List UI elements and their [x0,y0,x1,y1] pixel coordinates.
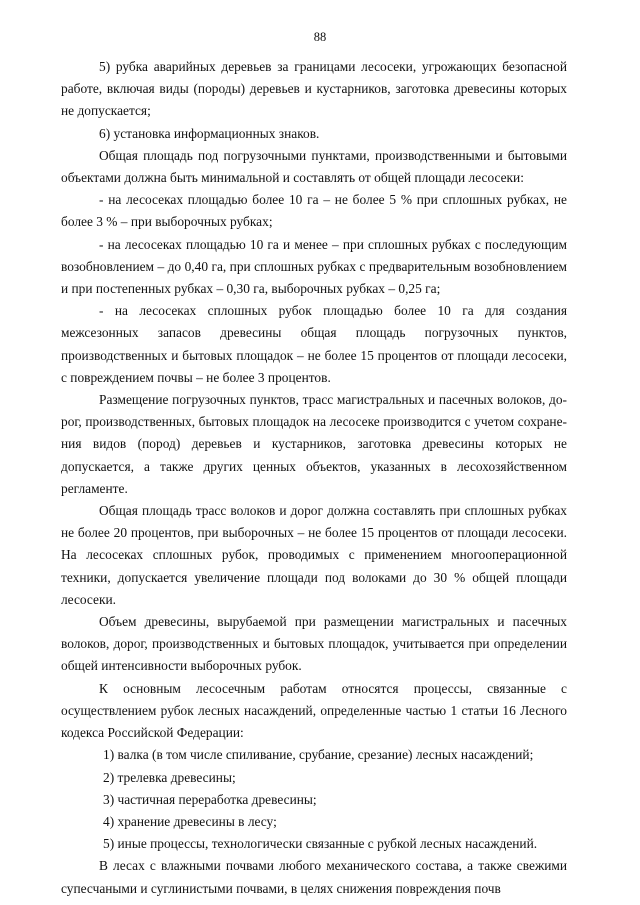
paragraph-placement: Размещение погрузочных пунктов, трасс магистральных и пасечных волоков, дорог, производственных, бытовых площадок на лесосеке производится с учетом сохранения видов (пород) деревьев и кустарников, заготовка древесины которых не допускается, а также других ценных объектов, указанных в лесохозяйственном регламенте. [61,392,567,496]
paragraph-total-area: Общая площадь под погрузочными пунктами, производственными и бытовыми объектами должна быть минимальной и составлять от общей площади лесосеки: [61,147,567,186]
document-body [61,56,567,900]
paragraph-info-signs: 6) установка информационных знаков. [99,125,320,141]
list-item-other-processes: 5) иные процессы, технологически связанные с рубкой лесных насаждений. [103,836,538,852]
paragraph-area-over-10ha: - на лесосеках площадью более 10 га – не более 5 % при сплошных рубках, не более 3 % – при выборочных рубках; [61,192,567,230]
paragraph-area-10ha-or-less: - на лесосеках площадью 10 га и менее – при сплошных рубках с последующим возобновлением – до 0,40 га, при сплошных рубках с предварительным возобновлением и при постепенных рубках – 0,30 га, выборочных рубках – 0,25 га; [61,236,567,297]
list-item-processing: 3) частичная переработка древесины; [103,791,317,807]
list-item-skidding: 2) трелевка древесины; [103,769,236,785]
list-item-storage: 4) хранение древесины в лесу; [103,813,277,829]
paragraph-wet-soils: В лесах с влажными почвами любого механического состава, а также свежими супесчаными и суглинистыми почвами, в целях снижения повреждения почв [61,858,567,896]
paragraph-interseason-stock: - на лесосеках сплошных рубок площадью более 10 га для создания межсезонных запасов древесины общая площадь погрузочных пунктов, производственных и бытовых площадок – не более 15 процентов от площади лесосеки, с повреждением почвы – не более 3 процентов. [61,303,567,385]
list-item-felling: 1) валка (в том числе спиливание, срубание, срезание) лесных насаждений; [103,747,534,763]
paragraph-timber-volume: Объем древесины, вырубаемой при размещении магистральных и пасечных волоков, дорог, производственных и бытовых площадок, учитывается при определении общей интенсивности выборочных рубок. [61,614,567,674]
paragraph-emergency-felling: 5) рубка аварийных деревьев за границами лесосеки, угрожающих безопасной работе, включая виды (породы) деревьев и кустарников, заготовка древесины которых не допускается; [61,59,567,119]
paragraph-trails-and-roads: Общая площадь трасс волоков и дорог должна составлять при сплошных рубках не более 20 процентов, при выборочных – не более 15 процентов от площади лесосеки. На лесосеках сплошных рубок, проводимых с применением многооперационной техники, допускается увеличение площади под волоками до 30 % общей площади лесосеки. [61,503,567,607]
paragraph-main-operations: К основным лесосечным работам относятся процессы, связанные с осуществлением рубок лесных насаждений, определенные частью 1 статьи 16 Лесного кодекса Российской Федерации: [61,680,567,741]
page-number: 88 [313,30,327,44]
